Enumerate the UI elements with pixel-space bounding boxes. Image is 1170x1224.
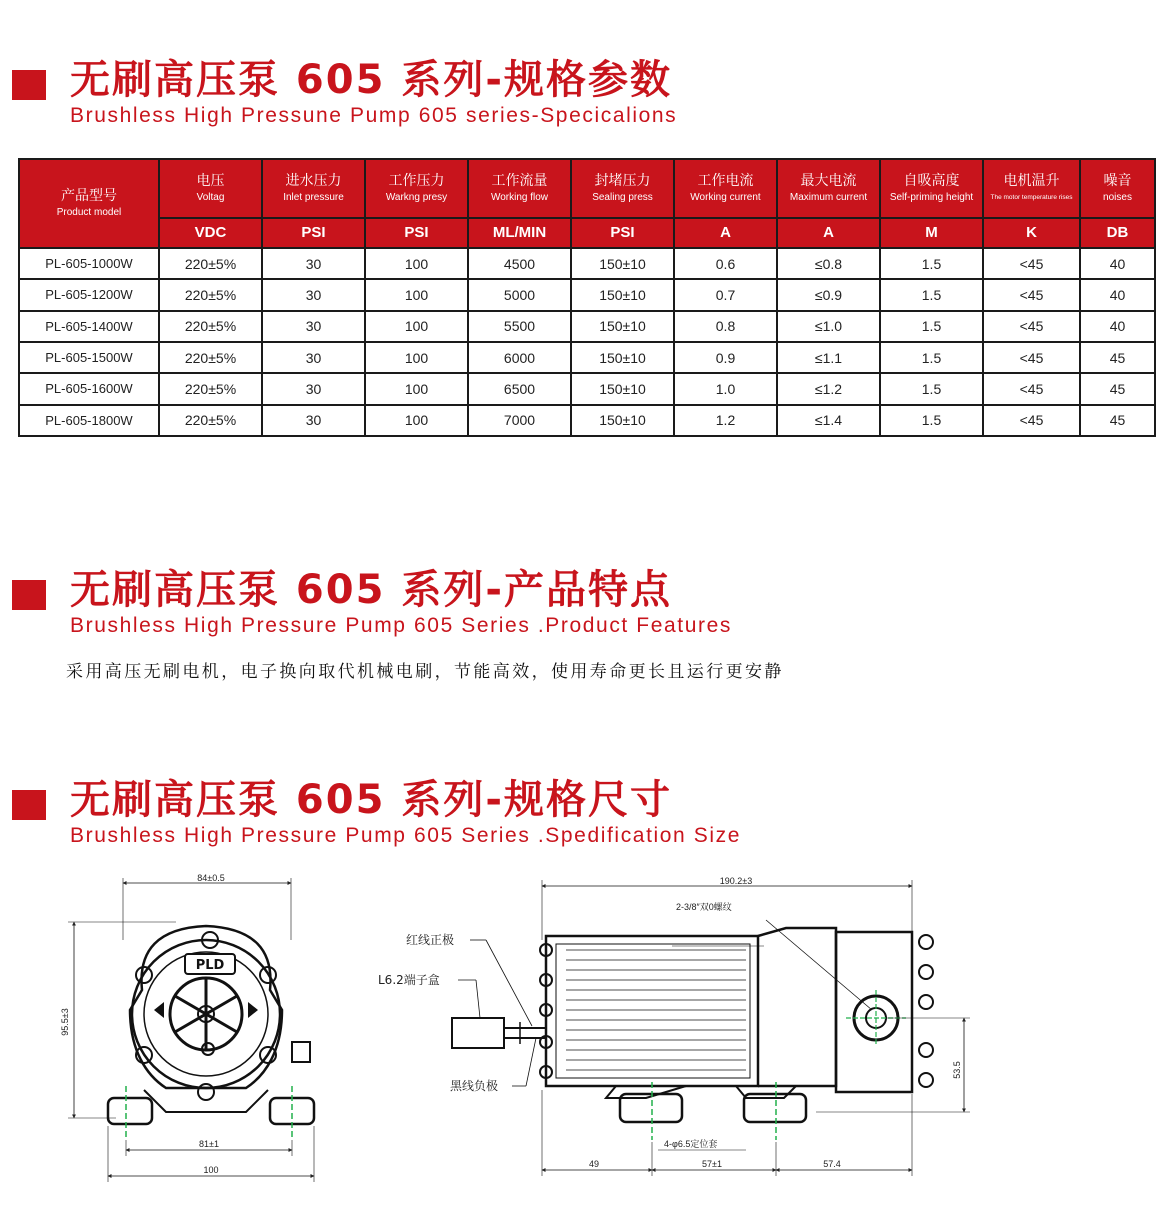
table-cell: 220±5%	[159, 342, 262, 373]
header-sealing-pressure: 封堵压力 Sealing press	[571, 159, 674, 218]
table-cell: <45	[983, 248, 1080, 279]
table-cell: 100	[365, 373, 468, 404]
table-cell: 40	[1080, 248, 1155, 279]
table-row	[19, 311, 1155, 342]
drawing-svg	[46, 850, 976, 1204]
pump-logo: PLD	[195, 958, 225, 973]
table-cell: 30	[262, 279, 365, 310]
dim-mid: 57±1	[702, 1159, 722, 1169]
section-title-zh: 无刷高压泵 605 系列-产品特点	[70, 567, 672, 613]
table-cell: 0.8	[674, 311, 777, 342]
table-cell: 220±5%	[159, 311, 262, 342]
table-cell: 1.5	[880, 311, 983, 342]
unit-cell: A	[674, 218, 777, 248]
table-cell: ≤0.9	[777, 279, 880, 310]
table-cell: 6500	[468, 373, 571, 404]
dim-length: 190.2±3	[719, 876, 753, 886]
table-cell: 150±10	[571, 373, 674, 404]
table-cell: 45	[1080, 373, 1155, 404]
table-cell: 150±10	[571, 405, 674, 436]
table-cell: 0.9	[674, 342, 777, 373]
dim-outlet-height: 53.5	[952, 1061, 962, 1079]
dimension-drawing	[46, 850, 976, 1204]
callout-black-wire: 黑线负极	[450, 1079, 499, 1093]
table-cell: 4500	[468, 248, 571, 279]
header-working-pressure: 工作压力 Warkng presy	[365, 159, 468, 218]
header-inlet-pressure: 进水压力 Inlet pressure	[262, 159, 365, 218]
header-max-current: 最大电流 Maximum current	[777, 159, 880, 218]
table-cell: 1.5	[880, 279, 983, 310]
table-cell: 1.0	[674, 373, 777, 404]
header-product-model: 产品型号 Product model	[19, 159, 159, 248]
callout-red-wire: 红线正极	[406, 933, 455, 947]
table-unit-row	[19, 218, 1155, 248]
table-cell: 30	[262, 311, 365, 342]
table-cell: 45	[1080, 405, 1155, 436]
table-cell: ≤1.1	[777, 342, 880, 373]
table-cell: 150±10	[571, 311, 674, 342]
dim-height: 95.5±3	[60, 1008, 70, 1036]
table-cell: 150±10	[571, 248, 674, 279]
unit-cell: PSI	[365, 218, 468, 248]
table-cell: 220±5%	[159, 248, 262, 279]
table-cell: 7000	[468, 405, 571, 436]
table-cell: 30	[262, 342, 365, 373]
table-cell: 0.7	[674, 279, 777, 310]
dim-mount-span: 81±1	[199, 1139, 219, 1149]
spec-table	[18, 158, 1156, 437]
model-cell: PL-605-1200W	[19, 279, 159, 310]
unit-cell: DB	[1080, 218, 1155, 248]
header-self-priming: 自吸高度 Self-priming height	[880, 159, 983, 218]
unit-cell: VDC	[159, 218, 262, 248]
section-title-zh: 无刷高压泵 605 系列-规格参数	[70, 57, 672, 103]
table-cell: ≤1.2	[777, 373, 880, 404]
callout-terminal-box: L6.2端子盒	[378, 973, 440, 987]
table-cell: 0.6	[674, 248, 777, 279]
table-row	[19, 342, 1155, 373]
table-cell: 1.2	[674, 405, 777, 436]
thread-spec: 2-3/8″双0螺纹	[676, 902, 732, 912]
table-cell: 1.5	[880, 405, 983, 436]
dim-top-width: 84±0.5	[197, 873, 225, 883]
table-cell: 6000	[468, 342, 571, 373]
table-row	[19, 279, 1155, 310]
table-cell: 30	[262, 248, 365, 279]
model-cell: PL-605-1000W	[19, 248, 159, 279]
table-cell: 30	[262, 405, 365, 436]
unit-cell: PSI	[262, 218, 365, 248]
table-cell: 1.5	[880, 373, 983, 404]
table-cell: 40	[1080, 279, 1155, 310]
header-noise: 噪音 noises	[1080, 159, 1155, 218]
section-title-en: Brushless High Pressure Pump 605 Series .Spedification Size	[70, 824, 742, 847]
unit-cell: ML/MIN	[468, 218, 571, 248]
section-title-en: Brushless High Pressure Pump 605 Series .Product Features	[70, 614, 732, 637]
dim-left: 49	[588, 1159, 600, 1169]
table-cell: 100	[365, 342, 468, 373]
table-cell: <45	[983, 373, 1080, 404]
section-title-zh: 无刷高压泵 605 系列-规格尺寸	[70, 777, 672, 823]
table-cell: <45	[983, 311, 1080, 342]
header-voltage: 电压 Voltag	[159, 159, 262, 218]
table-cell: 150±10	[571, 279, 674, 310]
side-view	[452, 880, 970, 1176]
table-cell: ≤1.0	[777, 311, 880, 342]
table-header-row	[19, 159, 1155, 218]
header-working-current: 工作电流 Working current	[674, 159, 777, 218]
table-cell: 1.5	[880, 248, 983, 279]
dim-right: 57.4	[823, 1159, 841, 1169]
unit-cell: K	[983, 218, 1080, 248]
table-cell: 100	[365, 311, 468, 342]
table-cell: 30	[262, 373, 365, 404]
table-cell: 1.5	[880, 342, 983, 373]
table-cell: 45	[1080, 342, 1155, 373]
table-cell: 220±5%	[159, 373, 262, 404]
header-temp-rise: 电机温升 The motor temperature rises	[983, 159, 1080, 218]
unit-cell: A	[777, 218, 880, 248]
table-row	[19, 373, 1155, 404]
table-cell: 5000	[468, 279, 571, 310]
table-cell: 5500	[468, 311, 571, 342]
model-cell: PL-605-1600W	[19, 373, 159, 404]
front-view	[68, 878, 314, 1182]
table-cell: 150±10	[571, 342, 674, 373]
unit-cell: M	[880, 218, 983, 248]
feature-description: 采用高压无刷电机，电子换向取代机械电刷，节能高效，使用寿命更长且运行更安静	[66, 662, 784, 682]
table-cell: <45	[983, 279, 1080, 310]
section-marker	[12, 580, 46, 610]
table-row	[19, 248, 1155, 279]
model-cell: PL-605-1400W	[19, 311, 159, 342]
table-cell: 220±5%	[159, 279, 262, 310]
dim-base-width: 100	[203, 1165, 219, 1175]
model-cell: PL-605-1800W	[19, 405, 159, 436]
table-cell: 220±5%	[159, 405, 262, 436]
table-cell: <45	[983, 405, 1080, 436]
mount-holes: 4-φ6.5定位套	[664, 1139, 718, 1149]
table-cell: 100	[365, 248, 468, 279]
table-cell: ≤0.8	[777, 248, 880, 279]
model-cell: PL-605-1500W	[19, 342, 159, 373]
table-cell: <45	[983, 342, 1080, 373]
table-cell: 40	[1080, 311, 1155, 342]
unit-cell: PSI	[571, 218, 674, 248]
section-title-en: Brushless High Pressune Pump 605 series-Specicalions	[70, 104, 678, 127]
table-row	[19, 405, 1155, 436]
table-cell: 100	[365, 405, 468, 436]
table-cell: 100	[365, 279, 468, 310]
header-working-flow: 工作流量 Working flow	[468, 159, 571, 218]
section-marker	[12, 790, 46, 820]
table-body	[19, 248, 1155, 436]
section-marker	[12, 70, 46, 100]
table-cell: ≤1.4	[777, 405, 880, 436]
